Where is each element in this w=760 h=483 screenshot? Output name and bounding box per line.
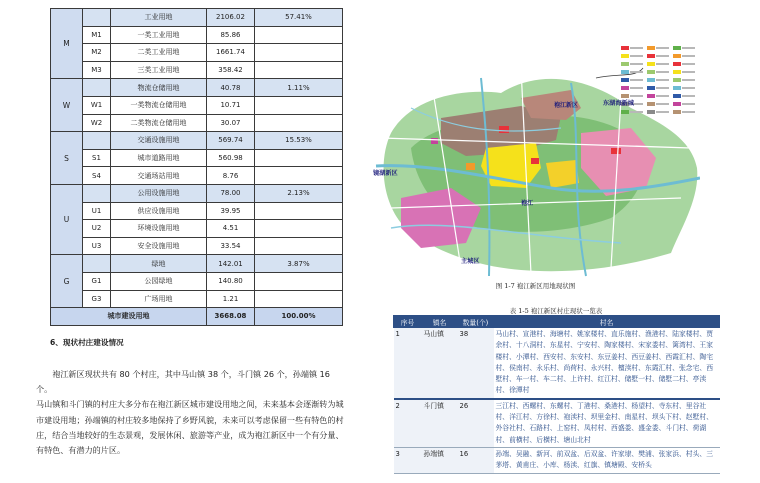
- legend-text-line: [656, 87, 669, 89]
- legend-swatch: [647, 86, 655, 90]
- land-percent: 15.53%: [255, 132, 343, 150]
- land-subcode: U3: [83, 237, 111, 255]
- map-label-west: 镜湖新区: [373, 170, 398, 177]
- land-area: 39.95: [207, 202, 255, 220]
- land-percent: [255, 96, 343, 114]
- legend-swatch: [621, 62, 629, 66]
- land-name: 环境设施用地: [111, 220, 207, 238]
- row-no: 1: [394, 328, 422, 399]
- subcategory-row: [51, 220, 343, 238]
- legend-text-line: [682, 103, 695, 105]
- land-subcode: S4: [83, 167, 111, 185]
- land-name: 一类工业用地: [111, 26, 207, 44]
- table-caption: 表 1-5 袍江新区村庄现状一览表: [509, 307, 603, 315]
- land-code: U: [51, 184, 83, 254]
- land-area: 1661.74: [207, 44, 255, 62]
- table-row: [394, 447, 720, 473]
- land-percent: 57.41%: [255, 9, 343, 27]
- legend-text-line: [656, 95, 669, 97]
- land-subcode: U1: [83, 202, 111, 220]
- category-row: [51, 184, 343, 202]
- category-row: [51, 9, 343, 27]
- land-percent: [255, 167, 343, 185]
- land-percent: [255, 290, 343, 308]
- legend-text-line: [656, 111, 669, 113]
- legend-swatch: [621, 110, 629, 114]
- col-header-count: 数量(个): [458, 316, 494, 328]
- land-percent: [255, 26, 343, 44]
- land-area: 142.01: [207, 255, 255, 273]
- map-label-east: 东湖海新城: [603, 100, 634, 107]
- land-name: 交通设施用地: [111, 132, 207, 150]
- land-subcode: W1: [83, 96, 111, 114]
- legend-text-line: [656, 71, 669, 73]
- col-header-villages: 村名: [494, 316, 720, 328]
- subcategory-row: [51, 44, 343, 62]
- land-subcode: [83, 132, 111, 150]
- legend-text-line: [682, 55, 695, 57]
- total-label: 城市建设用地: [51, 308, 207, 326]
- land-subcode: W2: [83, 114, 111, 132]
- table-row: [394, 328, 720, 399]
- legend-text-line: [682, 87, 695, 89]
- category-row: [51, 255, 343, 273]
- legend-text-line: [630, 63, 643, 65]
- row-town: 马山镇: [422, 328, 458, 399]
- legend-text-line: [630, 71, 643, 73]
- legend-text-line: [656, 55, 669, 57]
- legend-text-line: [682, 63, 695, 65]
- legend-swatch: [621, 70, 629, 74]
- land-subcode: G1: [83, 272, 111, 290]
- land-percent: [255, 149, 343, 167]
- land-percent: [255, 237, 343, 255]
- land-subcode: M3: [83, 61, 111, 79]
- legend-swatch: [673, 110, 681, 114]
- legend-swatch: [621, 86, 629, 90]
- land-percent: [255, 220, 343, 238]
- map-label-north: 袍江新区: [554, 102, 579, 109]
- land-area: 569.74: [207, 132, 255, 150]
- land-code: W: [51, 79, 83, 132]
- row-villages: 孙端、吴融、新河、前双盆、后双盆、许家埭、樊浦、张家浜、村头、三茅塔、黄甫庄、小库、杨渎、红旗、镇塘殿、安桥头: [494, 447, 720, 473]
- legend-swatch: [673, 70, 681, 74]
- legend-swatch: [621, 54, 629, 58]
- map-graphic: [371, 38, 700, 278]
- land-subcode: S1: [83, 149, 111, 167]
- land-subcode: M1: [83, 26, 111, 44]
- legend-swatch: [647, 102, 655, 106]
- land-name: 工业用地: [111, 9, 207, 27]
- subcategory-row: [51, 61, 343, 79]
- land-percent: [255, 44, 343, 62]
- land-area: 1.21: [207, 290, 255, 308]
- subcategory-row: [51, 26, 343, 44]
- land-area: 40.78: [207, 79, 255, 97]
- village-table: [393, 315, 720, 474]
- land-percent: 3.87%: [255, 255, 343, 273]
- total-area: 3668.08: [207, 308, 255, 326]
- map-label-center: 袍江: [521, 200, 534, 207]
- land-percent: [255, 272, 343, 290]
- land-area: 560.98: [207, 149, 255, 167]
- land-code: G: [51, 255, 83, 308]
- section-body: [36, 367, 348, 458]
- row-villages: 马山村、宣港村、海塘村、姚家楼村、直乐施村、渔港村、陆家楼村、贾余村、十八洞村、东星村、宁安村、陶家楼村、宋家娄村、篱湾村、王家楼村、小潭村、西安村、东安村、东豆姜村、西豆姜村、西霞汇村、陶宅村、侯南村、永乐村、尚荷村、永兴村、檀渎村、东霞汇村、张念宅、西墅村、车一村、车二村、上许村、红江村、储墅一村、储墅二村、亭渎村、徐潭村: [494, 328, 720, 399]
- legend-text-line: [656, 63, 669, 65]
- land-code: M: [51, 9, 83, 79]
- land-subcode: [83, 184, 111, 202]
- land-percent: [255, 61, 343, 79]
- legend-text-line: [682, 47, 695, 49]
- legend-text-line: [682, 95, 695, 97]
- total-row: [51, 308, 343, 326]
- land-area: 85.86: [207, 26, 255, 44]
- land-name: 公用设施用地: [111, 184, 207, 202]
- land-area: 10.71: [207, 96, 255, 114]
- land-subcode: [83, 79, 111, 97]
- legend-swatch: [647, 62, 655, 66]
- legend-swatch: [673, 102, 681, 106]
- land-code: S: [51, 132, 83, 185]
- subcategory-row: [51, 114, 343, 132]
- legend-swatch: [647, 46, 655, 50]
- land-name: 广场用地: [111, 290, 207, 308]
- land-name: 一类物流仓储用地: [111, 96, 207, 114]
- land-subcode: [83, 9, 111, 27]
- land-area: 2106.02: [207, 9, 255, 27]
- legend-swatch: [621, 46, 629, 50]
- land-name: 交通场站用地: [111, 167, 207, 185]
- legend-swatch: [647, 110, 655, 114]
- land-subcode: G3: [83, 290, 111, 308]
- col-header-town: 镇名: [422, 316, 458, 328]
- legend-text-line: [682, 79, 695, 81]
- land-area: 33.54: [207, 237, 255, 255]
- legend-text-line: [630, 111, 643, 113]
- map-label-south: 主城区: [461, 258, 480, 265]
- land-name: 三类工业用地: [111, 61, 207, 79]
- subcategory-row: [51, 167, 343, 185]
- paragraph: 袍江新区现状共有 80 个村庄，其中马山镇 38 个，斗门镇 26 个，孙端镇 16 个。: [36, 369, 330, 395]
- legend-swatch: [647, 78, 655, 82]
- land-name: 城市道路用地: [111, 149, 207, 167]
- row-villages: 三江村、西螺村、东螺村、丁港村、桑港村、杨望村、寺东村、里谷社村、洋江村、方徐村、袍渎村、坝里金村、南星村、坝头下村、赵墅村、外谷社村、石路村、上窑村、凤村村、西盛娄、盛金娄、斗门村、荷湖村、前横村、后横村、塘山北村: [494, 399, 720, 448]
- land-area: 30.07: [207, 114, 255, 132]
- paragraph: 马山镇和斗门镇的村庄大多分布在袍江新区城市建设用地之间，未来基本会逐渐转为城市建设用地；孙端镇的村庄较多地保持了乡野风貌，未来可以考虑保留一些有特色的村庄，结合当地较好的生态景观，发展休闲、旅游等产业，成为袍江新区中一个有分量、有特色、有潜力的片区。: [36, 399, 344, 456]
- land-percent: [255, 114, 343, 132]
- table-row: [394, 399, 720, 448]
- legend-swatch: [673, 54, 681, 58]
- row-count: 16: [458, 447, 494, 473]
- category-row: [51, 132, 343, 150]
- land-percent: [255, 202, 343, 220]
- subcategory-row: [51, 149, 343, 167]
- subcategory-row: [51, 202, 343, 220]
- row-town: 斗门镇: [422, 399, 458, 448]
- legend-swatch: [621, 78, 629, 82]
- legend-text-line: [630, 95, 643, 97]
- legend-text-line: [682, 71, 695, 73]
- category-row: [51, 79, 343, 97]
- legend-swatch: [673, 94, 681, 98]
- legend-text-line: [630, 47, 643, 49]
- land-subcode: M2: [83, 44, 111, 62]
- section-heading: 6、现状村庄建设情况: [50, 338, 124, 347]
- land-area: 358.42: [207, 61, 255, 79]
- legend-text-line: [656, 79, 669, 81]
- map-caption: 图 1-7 袍江新区用地现状图: [495, 282, 576, 290]
- legend-swatch: [647, 54, 655, 58]
- legend-swatch: [647, 70, 655, 74]
- land-subcode: [83, 255, 111, 273]
- legend-swatch: [673, 46, 681, 50]
- row-count: 26: [458, 399, 494, 448]
- land-percent: 2.13%: [255, 184, 343, 202]
- total-percent: 100.00%: [255, 308, 343, 326]
- land-name: 供应设施用地: [111, 202, 207, 220]
- row-no: 2: [394, 399, 422, 448]
- subcategory-row: [51, 290, 343, 308]
- legend-swatch: [673, 62, 681, 66]
- legend-swatch: [647, 94, 655, 98]
- col-header-no: 序号: [394, 316, 422, 328]
- land-area: 140.80: [207, 272, 255, 290]
- land-area: 4.51: [207, 220, 255, 238]
- land-name: 安全设施用地: [111, 237, 207, 255]
- land-area: 78.00: [207, 184, 255, 202]
- land-use-map: [371, 38, 700, 278]
- subcategory-row: [51, 96, 343, 114]
- legend-text-line: [630, 55, 643, 57]
- row-count: 38: [458, 328, 494, 399]
- land-name: 二类工业用地: [111, 44, 207, 62]
- land-use-table: [50, 8, 343, 326]
- row-town: 孙端镇: [422, 447, 458, 473]
- legend-swatch: [673, 78, 681, 82]
- legend-text-line: [656, 103, 669, 105]
- legend-swatch: [673, 86, 681, 90]
- row-no: 3: [394, 447, 422, 473]
- land-name: 绿地: [111, 255, 207, 273]
- land-name: 公园绿地: [111, 272, 207, 290]
- subcategory-row: [51, 237, 343, 255]
- legend-text-line: [630, 79, 643, 81]
- land-subcode: U2: [83, 220, 111, 238]
- legend-text-line: [682, 111, 695, 113]
- land-percent: 1.11%: [255, 79, 343, 97]
- subcategory-row: [51, 272, 343, 290]
- land-area: 8.76: [207, 167, 255, 185]
- legend-text-line: [656, 47, 669, 49]
- land-name: 物流仓储用地: [111, 79, 207, 97]
- land-name: 二类物流仓储用地: [111, 114, 207, 132]
- legend-text-line: [630, 87, 643, 89]
